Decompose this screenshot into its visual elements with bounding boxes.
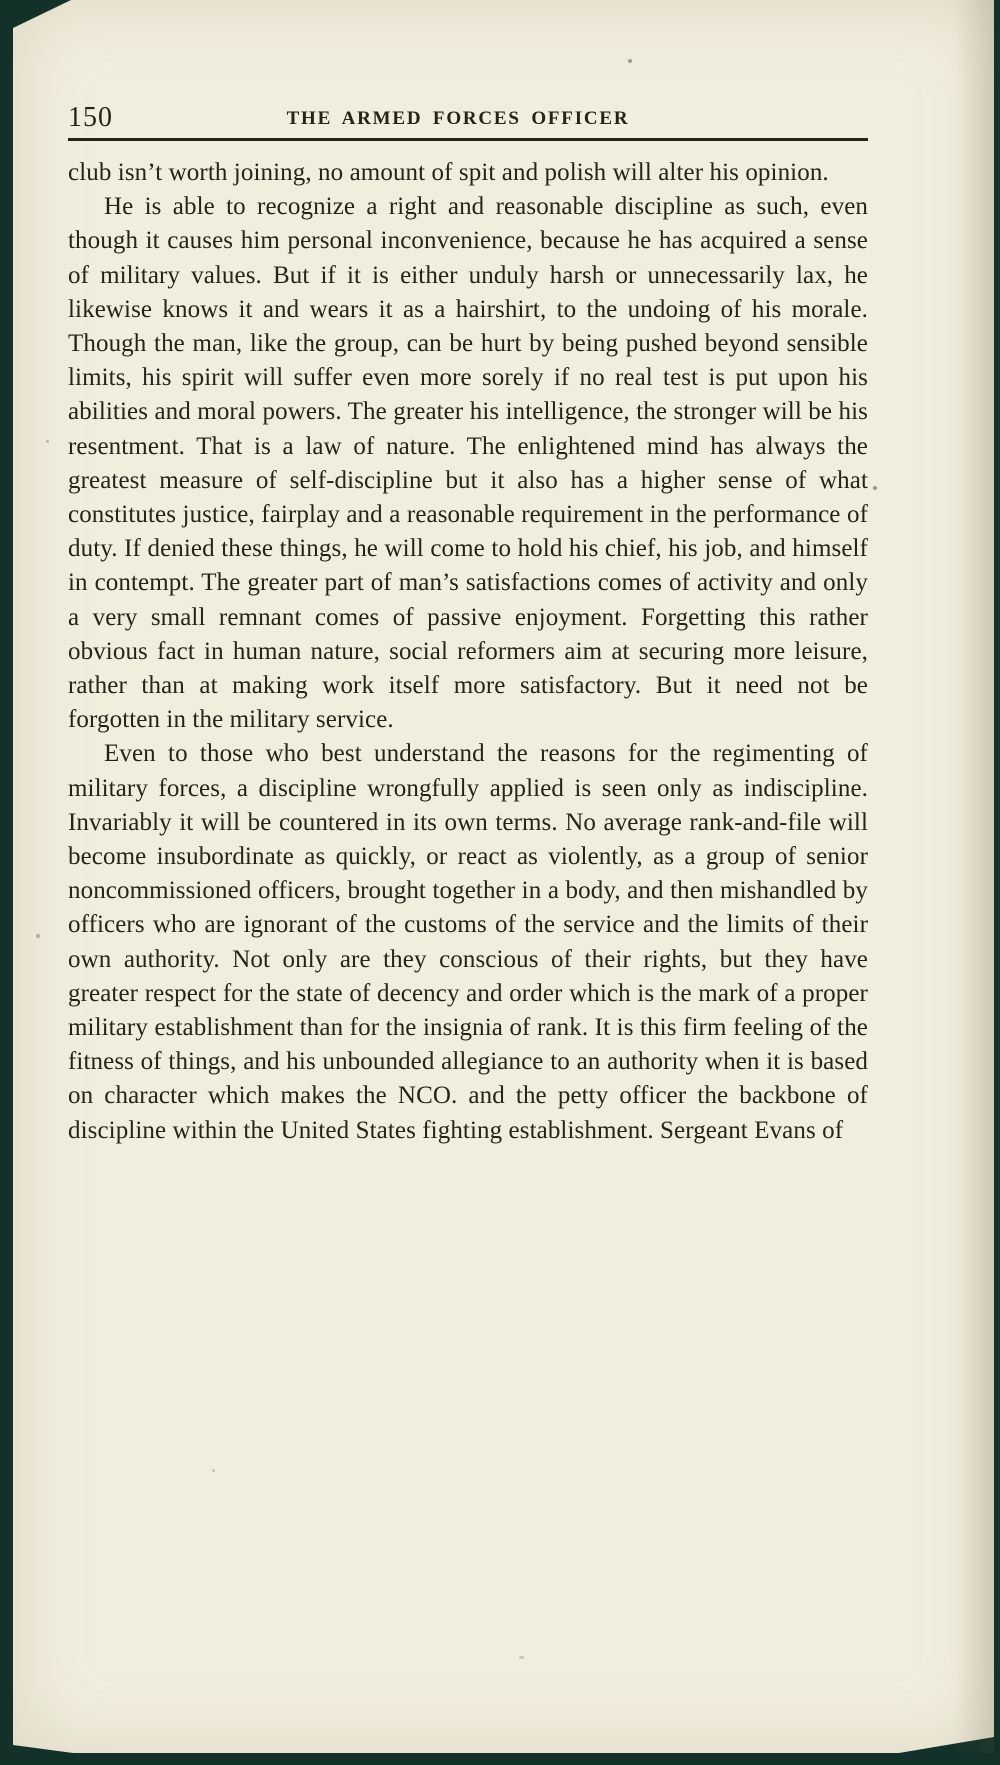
page-body bbox=[68, 156, 868, 1148]
scan-speck bbox=[519, 1656, 524, 1659]
page-content bbox=[68, 0, 868, 1148]
scan-corner-shadow bbox=[899, 1737, 994, 1753]
scan-speck bbox=[46, 440, 49, 443]
scan-speck bbox=[873, 486, 877, 490]
scan-speck bbox=[212, 1469, 215, 1472]
paragraph: He is able to recognize a right and reasonable discipline as such, even though it causes him personal inconvenience, because he has acquired a sense of military values. But if it is either unduly harsh or unnecessarily lax, he likewise knows it and wears it as a hairshirt, to the undoing of his morale. Though the man, like the group, can be hurt by being pushed beyond sensible limits, his spirit will suffer even more sorely if no real test is put upon his abilities and moral powers. The greater his intelligence, the stronger will be his resentment. That is a law of nature. The enlightened mind has always the greatest measure of self-discipline but it also has a higher sense of what constitutes justice, fairplay and a reasonable requirement in the performance of duty. If denied these things, he will come to hold his chief, his job, and himself in contempt. The greater part of man’s satisfactions comes of activity and only a very small remnant comes of passive enjoyment. Forgetting this rather obvious fact in human nature, social reformers aim at securing more leisure, rather than at making work itself more satisfactory. But it need not be forgotten in the military service. bbox=[68, 193, 868, 734]
scan-corner-shadow bbox=[13, 0, 71, 28]
page-header bbox=[68, 96, 868, 141]
scan-speck bbox=[628, 59, 632, 63]
paragraph-continuation: club isn’t worth joining, no amount of spit and polish will alter his opinion. bbox=[68, 159, 829, 186]
running-header: THE ARMED FORCES OFFICER bbox=[286, 108, 630, 129]
book-page bbox=[13, 0, 994, 1753]
page-number: 150 bbox=[68, 102, 113, 133]
scan-speck bbox=[36, 934, 40, 938]
scan-corner-shadow bbox=[13, 1745, 73, 1753]
paragraph: Even to those who best understand the reasons for the regimenting of military forces, a discipline wrongfully applied is seen only as indiscipline. Invariably it will be countered in its own terms. No average rank-and-file will become insubordinate as quickly, or react as violently, as a group of senior noncommissioned officers, brought together in a body, and then mishandled by officers who are ignorant of the customs of the service and the limits of their own authority. Not only are they conscious of their rights, but they have greater respect for the state of decency and order which is the mark of a proper military establishment than for the insignia of rank. It is this firm feeling of the fitness of things, and his unbounded allegiance to an authority when it is based on character which makes the NCO. and the petty officer the backbone of discipline within the United States fighting establishment. Sergeant Evans of bbox=[68, 740, 868, 1144]
